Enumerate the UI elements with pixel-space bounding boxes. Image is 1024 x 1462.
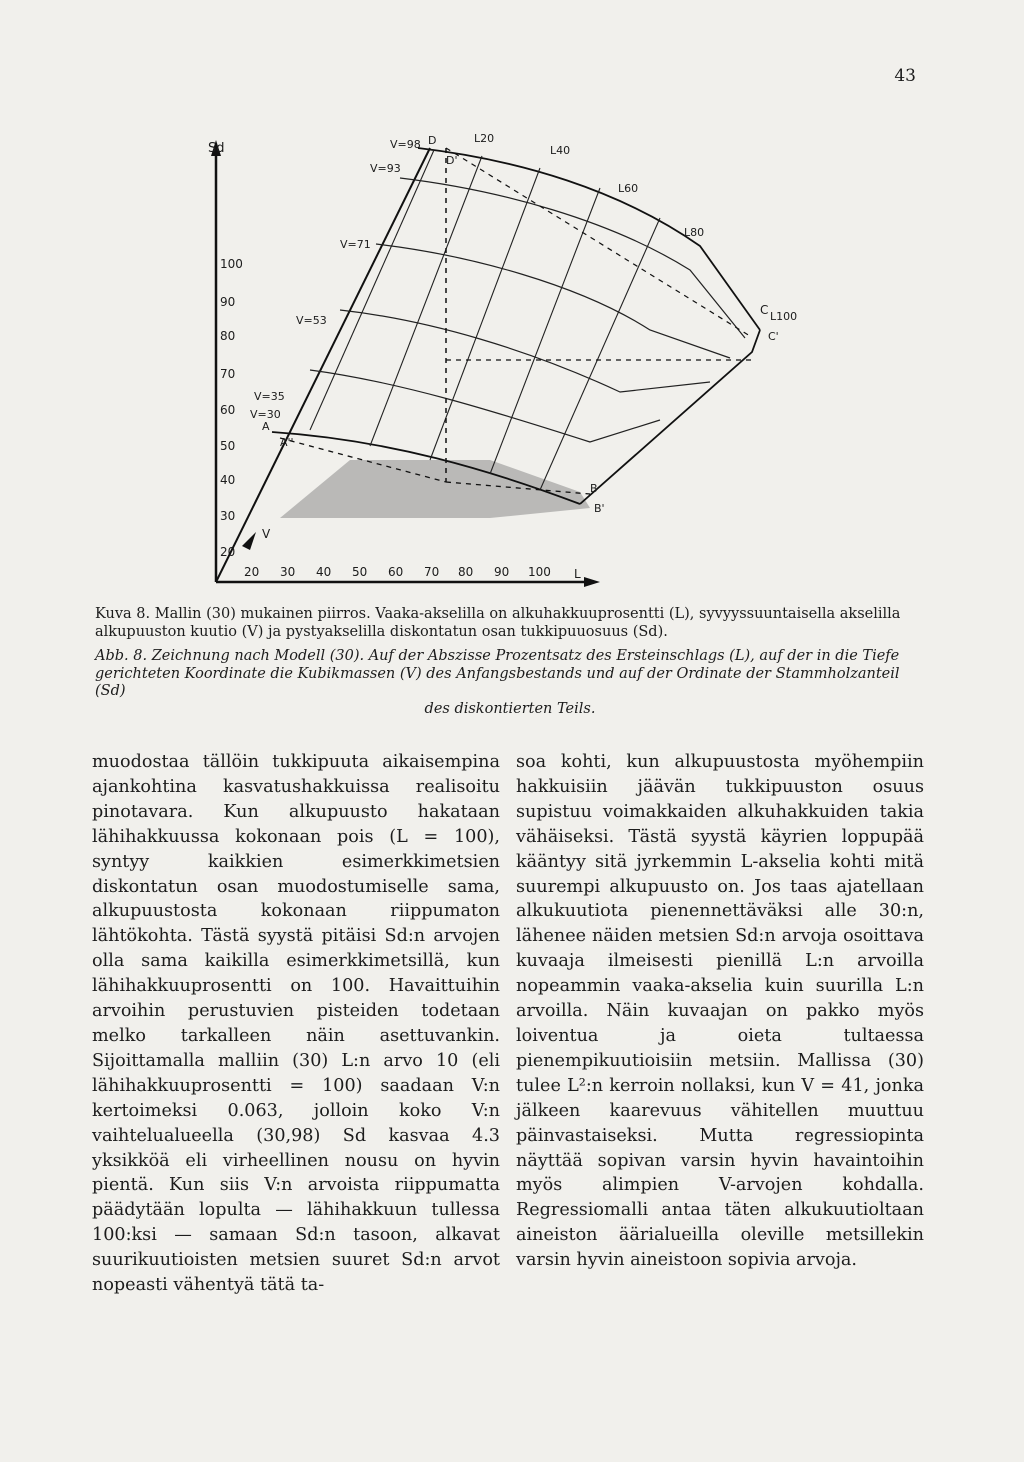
sd-tick: 40: [220, 473, 236, 487]
sd-tick: 90: [220, 295, 236, 309]
curve-label: L40: [550, 144, 571, 157]
l-tick: 80: [458, 565, 474, 579]
point-label: B: [590, 482, 598, 495]
point-label: A: [262, 420, 270, 433]
sd-tick: 50: [220, 439, 236, 453]
l-tick: 90: [494, 565, 510, 579]
left-column-text: muodostaa tällöin tukkipuuta aikaisempina ajankohtina kasvatushakkuissa realisoitu pinotavara. Kun alkupuusto hakataan lähihakkuussa kokonaan pois (L = 100), syntyy kaikkien esimerkkimetsien diskontatun osan muodostumiselle sama, alkupuustosta kokonaan riippumaton lähtökohta. Tästä syystä pitäisi Sd:n arvojen olla sama kaikilla esimerkkimetsillä, kun lähihakkuuprosentti on 100. Havaittuihin arvoihin perustuvien pisteiden todetaan melko tarkalleen näin asettuvankin. Sijoittamalla malliin (30) L:n arvo 10 (eli lähihakkuuprosentti = 100) saadaan V:n kertoimeksi 0.063, jolloin koko V:n vaihtelualueella (30,98) Sd kasvaa 4.3 yksikköä eli virheellinen nousu on hyvin pientä. Kun siis V:n arvoista riippumatta päädytään lopulta — lähihakkuun tullessa 100:ksi — samaan Sd:n tasoon, alkavat suurikuutioisten metsien suuret Sd:n arvot nopeasti vähentyä tätä ta-: [92, 752, 500, 1296]
right-column-text: soa kohti, kun alkupuustosta myöhempiin hakkuisiin jäävän tukkipuuston osuus supistuu voimakkaiden alkuhakkuiden takia vähäiseksi. Tästä syystä käyrien loppupää kääntyy sitä jyrkemmin L-akselia kohti mitä suurempi alkupuusto on. Jos taas ajatellaan alkukuutiota pienennettäväksi alle 30:n, lähenee näiden metsien Sd:n arvoja osoittava kuvaaja ilmeisesti pienillä L:n arvoilla nopeammin vaaka-akselia kuin suurilla L:n arvoilla. Näin kuvaajan on pakko myös loiventua ja oieta tultaessa pienempikuutioisiin metsiin. Mallissa (30) tulee L²:n kerroin nollaksi, kun V = 41, jonka jälkeen kaarevuus vähitellen muuttuu päinvastaiseksi. Mutta regressiopinta näyttää sopivan varsin hyvin havaintoihin myös alimpien V-arvojen kohdalla. Regressiomalli antaa täten alkukuutioltaan aineiston äärialueilla oleville metsillekin varsin hyvin aineistoon sopivia arvoja.: [516, 752, 924, 1271]
surface-shadow: [280, 460, 590, 518]
v-axis-label: V: [262, 527, 271, 541]
point-label: C: [760, 303, 769, 317]
sd-tick: 20: [220, 545, 236, 559]
page-number: 43: [894, 66, 916, 86]
caption-german: [95, 648, 925, 718]
curve-label: V=53: [296, 314, 327, 327]
point-label: B': [594, 502, 605, 515]
curve-label: L20: [474, 132, 495, 145]
curve-label: V=35: [254, 390, 285, 403]
l-tick: 70: [424, 565, 440, 579]
l-axis-label: L: [574, 567, 581, 581]
l-tick: 100: [528, 565, 551, 579]
curve-label: V=71: [340, 238, 371, 251]
curve-label: L100: [770, 310, 798, 323]
sd-tick: 70: [220, 367, 236, 381]
point-label: A'': [280, 436, 294, 449]
point-label: D': [446, 154, 458, 167]
sd-tick: 80: [220, 329, 236, 343]
l-axis-arrow: [584, 577, 600, 587]
dashed-line: [446, 148, 750, 336]
surface-edge-back: [418, 148, 760, 330]
surface-curve: [310, 370, 660, 442]
l-tick: 50: [352, 565, 368, 579]
l-tick: 30: [280, 565, 296, 579]
caption-finnish: Kuva 8. Mallin (30) mukainen piirros. Vaaka-akselilla on alkuhakkuuprosentti (L), syvyyssuuntaisella akselilla alkupuuston kuutio (V) ja pystyakselilla diskontatun osan tukkipuuosuus (Sd).: [95, 606, 901, 640]
curve-label: L80: [684, 226, 705, 239]
v-axis-arrow-front: [242, 532, 256, 550]
caption-german-end: des diskontierten Teils.: [424, 700, 596, 717]
sd-axis-label: Sd: [208, 141, 225, 156]
point-label: D: [428, 134, 437, 147]
l-tick: 40: [316, 565, 332, 579]
left-column: [92, 750, 500, 1298]
curve-label: V=93: [370, 162, 401, 175]
sd-tick: 100: [220, 257, 243, 271]
right-column: [516, 750, 924, 1273]
surface-plot: [190, 120, 830, 600]
caption-german-main: Abb. 8. Zeichnung nach Modell (30). Auf der Abszisse Prozentsatz des Ersteinschlags (L), auf der in die Tiefe gerichteten Koordinate die Kubikmassen (V) des Anfangsbestands und auf der Ordinate der Stammholzanteil (Sd): [95, 648, 900, 699]
figure-3d-surface: [190, 120, 830, 600]
surface-curve: [376, 244, 730, 358]
surface-gridline: [370, 156, 482, 446]
l-tick: 60: [388, 565, 404, 579]
curve-label: V=30: [250, 408, 281, 421]
surface-gridline: [310, 150, 434, 430]
curve-label: V=98: [390, 138, 421, 151]
sd-tick: 30: [220, 509, 236, 523]
point-label: C': [768, 330, 779, 343]
l-tick: 20: [244, 565, 260, 579]
surface-gridline: [490, 188, 600, 474]
surface-edge-right: [580, 330, 760, 504]
curve-label: L60: [618, 182, 639, 195]
sd-tick: 60: [220, 403, 236, 417]
